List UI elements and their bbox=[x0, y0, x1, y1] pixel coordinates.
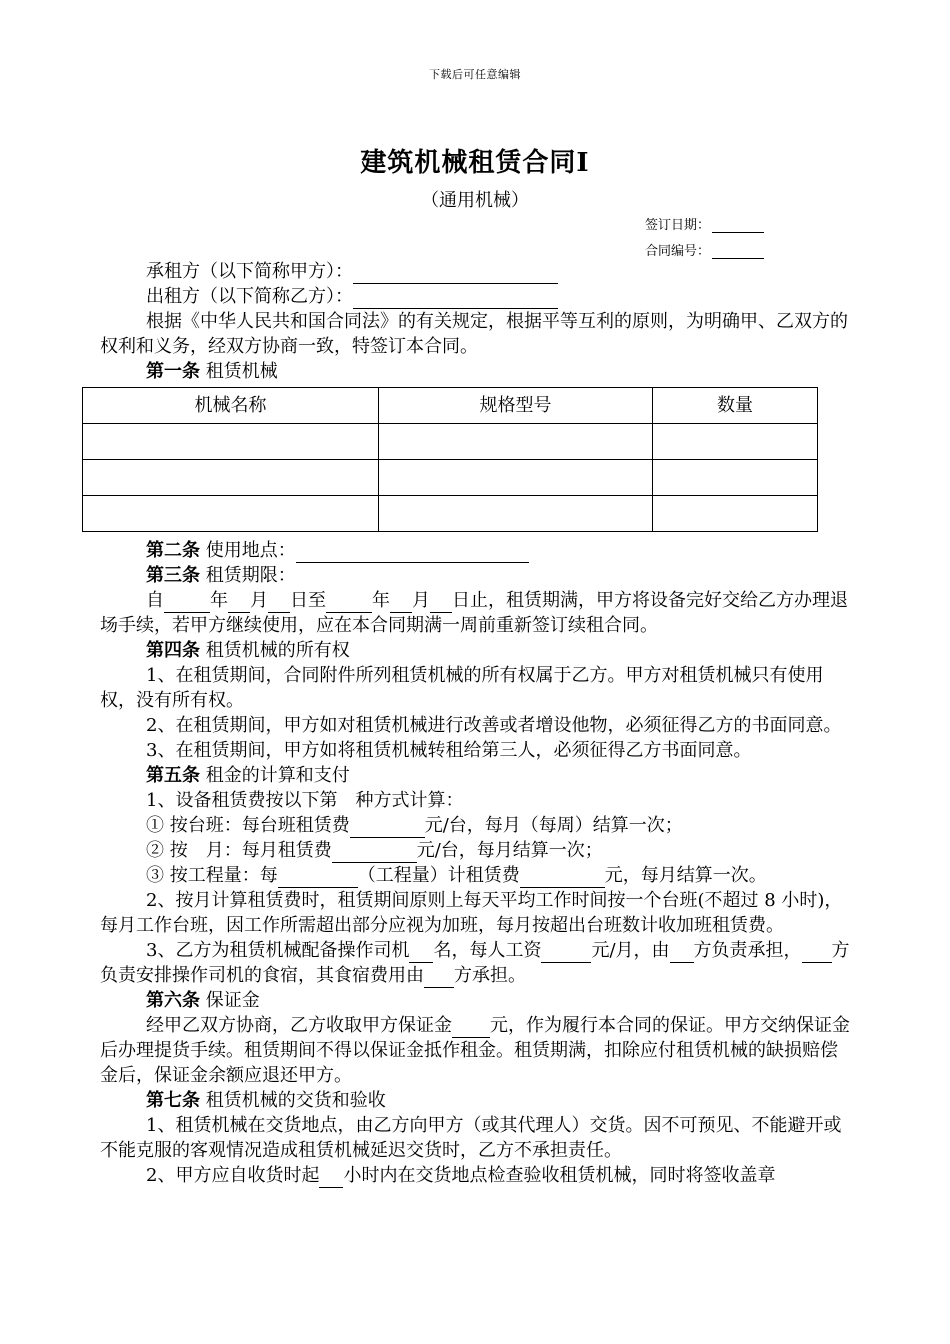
article-5-item-2: 2、按月计算租赁费时，租赁期间原则上每天平均工作时间按一个台班(不超过 8 小时)，每月工作台班，因工作所需超出部分应视为加班，每月按超出台班数计收加班租赁费。 bbox=[100, 890, 843, 936]
table-row bbox=[83, 460, 818, 496]
text: ② 按 月：每月租赁费 bbox=[146, 840, 332, 861]
header-note: 下载后可任意编辑 bbox=[429, 68, 521, 81]
text: 元/台，每月结算一次； bbox=[416, 840, 603, 861]
table-cell[interactable] bbox=[83, 460, 379, 496]
article-3-number: 第三条 bbox=[146, 565, 200, 586]
inspection-hours-field[interactable] bbox=[319, 1167, 343, 1188]
article-2-number: 第二条 bbox=[146, 540, 200, 561]
lodging-party-field[interactable] bbox=[802, 942, 832, 963]
col-header-machine-name: 机械名称 bbox=[83, 388, 379, 424]
text: 日止，租赁期满，甲方将设备完好交给乙方办理退场手续，若甲方继续使用，应在本合同期满一周前重新签订续租合同。 bbox=[100, 590, 848, 636]
text: 方负责承担， bbox=[693, 940, 802, 961]
contract-body bbox=[100, 259, 852, 1188]
article-6-title: 保证金 bbox=[200, 990, 260, 1011]
article-1-title: 租赁机械 bbox=[200, 361, 278, 382]
text: 元/月，由 bbox=[591, 940, 670, 961]
usage-location-field[interactable] bbox=[296, 542, 529, 563]
document-subtitle: （通用机械） bbox=[421, 190, 529, 211]
text: 自 bbox=[146, 590, 164, 611]
option-shift bbox=[100, 813, 852, 838]
article-3-text bbox=[100, 588, 852, 638]
article-4-item: 3、在租赁期间，甲方如将租赁机械转租给第三人，必须征得乙方书面同意。 bbox=[146, 740, 752, 761]
driver-wage-field[interactable] bbox=[541, 942, 591, 963]
shift-fee-field[interactable] bbox=[350, 817, 425, 838]
table-cell[interactable] bbox=[653, 496, 818, 532]
text: 元，作为履行本合同的保证。甲方交纳保证金后办理提货手续。租赁期间不得以保证金抵作租金。租赁期满，扣除应付租赁机械的缺损赔偿金后，保证金余额应退还甲方。 bbox=[100, 1015, 850, 1086]
article-5-heading bbox=[100, 763, 852, 788]
article-3-title: 租赁期限： bbox=[200, 565, 296, 586]
sign-date-label: 签订日期： bbox=[645, 218, 711, 233]
article-3-heading bbox=[100, 563, 852, 588]
end-year-field[interactable] bbox=[326, 592, 372, 613]
lessor-label: 出租方（以下简称乙方）： bbox=[146, 286, 353, 307]
table-cell[interactable] bbox=[379, 496, 653, 532]
text: 月 bbox=[412, 590, 430, 611]
col-header-quantity: 数量 bbox=[653, 388, 818, 424]
wage-party-field[interactable] bbox=[670, 942, 694, 963]
article-6-number: 第六条 bbox=[146, 990, 200, 1011]
article-2-heading bbox=[100, 538, 852, 563]
contract-no-row bbox=[645, 240, 764, 259]
sign-date-field[interactable] bbox=[712, 218, 764, 233]
table-cell[interactable] bbox=[83, 424, 379, 460]
text: 3、乙方为租赁机械配备操作司机 bbox=[146, 940, 410, 961]
text: 名，每人工资 bbox=[433, 940, 542, 961]
lodging-cost-party-field[interactable] bbox=[424, 967, 454, 988]
text: 年 bbox=[372, 590, 390, 611]
text: 方承担。 bbox=[454, 965, 526, 986]
option-workload bbox=[100, 863, 852, 888]
article-4-item: 2、在租赁期间，甲方如对租赁机械进行改善或者增设他物，必须征得乙方的书面同意。 bbox=[146, 715, 842, 736]
article-7-heading bbox=[100, 1088, 852, 1113]
article-7-title: 租赁机械的交货和验收 bbox=[200, 1090, 386, 1111]
article-6-text bbox=[100, 1013, 852, 1088]
intro-paragraph: 根据《中华人民共和国合同法》的有关规定，根据平等互利的原则，为明确甲、乙双方的权利和义务，经双方协商一致，特签订本合同。 bbox=[100, 311, 848, 357]
start-year-field[interactable] bbox=[164, 592, 210, 613]
article-5-number: 第五条 bbox=[146, 765, 200, 786]
document-title: 建筑机械租赁合同Ⅰ bbox=[360, 148, 590, 178]
text: ③ 按工程量：每 bbox=[146, 865, 278, 886]
contract-no-label: 合同编号： bbox=[645, 244, 711, 259]
article-6-heading bbox=[100, 988, 852, 1013]
monthly-fee-field[interactable] bbox=[332, 842, 417, 863]
text: 方负责安排操作司机的食宿，其食宿费用由 bbox=[100, 940, 850, 986]
end-day-field[interactable] bbox=[430, 592, 452, 613]
text: 日至 bbox=[290, 590, 326, 611]
article-7-item-2 bbox=[100, 1163, 852, 1188]
text: ① 按台班：每台班租赁费 bbox=[146, 815, 350, 836]
lessee-label: 承租方（以下简称甲方）： bbox=[146, 261, 353, 282]
lessee-field[interactable] bbox=[353, 263, 558, 284]
table-row bbox=[83, 424, 818, 460]
article-4-heading bbox=[100, 638, 852, 663]
table-header-row bbox=[83, 388, 818, 424]
option-month bbox=[100, 838, 852, 863]
text: （工程量）计租赁费 bbox=[357, 865, 520, 886]
text: 年 bbox=[210, 590, 228, 611]
article-4-title: 租赁机械的所有权 bbox=[200, 640, 350, 661]
article-5-title: 租金的计算和支付 bbox=[200, 765, 350, 786]
article-4-number: 第四条 bbox=[146, 640, 200, 661]
table-cell[interactable] bbox=[379, 424, 653, 460]
table-cell[interactable] bbox=[653, 424, 818, 460]
article-7-number: 第七条 bbox=[146, 1090, 200, 1111]
text: 元/台，每月（每周）结算一次； bbox=[424, 815, 683, 836]
text: 小时内在交货地点检查验收租赁机械，同时将签收盖章 bbox=[343, 1165, 776, 1186]
article-7-item-1: 1、租赁机械在交货地点，由乙方向甲方（或其代理人）交货。因不可预见、不能避开或不能克服的客观情况造成租赁机械延迟交货时，乙方不承担责任。 bbox=[100, 1115, 842, 1161]
text: 月 bbox=[250, 590, 268, 611]
start-day-field[interactable] bbox=[268, 592, 290, 613]
article-2-title: 使用地点： bbox=[200, 540, 296, 561]
end-month-field[interactable] bbox=[390, 592, 412, 613]
table-cell[interactable] bbox=[653, 460, 818, 496]
workload-fee-field[interactable] bbox=[520, 867, 605, 888]
workload-unit-field[interactable] bbox=[278, 867, 358, 888]
table-cell[interactable] bbox=[379, 460, 653, 496]
col-header-spec-model: 规格型号 bbox=[379, 388, 653, 424]
deposit-field[interactable] bbox=[452, 1017, 490, 1038]
article-5-item-3 bbox=[100, 938, 852, 988]
lessor-field[interactable] bbox=[353, 288, 558, 309]
article-1-heading bbox=[100, 359, 852, 384]
machinery-table bbox=[82, 387, 818, 532]
article-4-item: 1、在租赁期间，合同附件所列租赁机械的所有权属于乙方。甲方对租赁机械只有使用权，没有所有权。 bbox=[100, 665, 824, 711]
driver-count-field[interactable] bbox=[409, 942, 433, 963]
lessor-row bbox=[100, 284, 852, 309]
start-month-field[interactable] bbox=[228, 592, 250, 613]
table-row bbox=[83, 496, 818, 532]
lessee-row bbox=[100, 259, 852, 284]
sign-date-row bbox=[645, 214, 764, 233]
text: 2、甲方应自收货时起 bbox=[146, 1165, 320, 1186]
article-5-item-1: 1、设备租赁费按以下第 种方式计算： bbox=[146, 790, 464, 811]
text: 经甲乙双方协商，乙方收取甲方保证金 bbox=[146, 1015, 452, 1036]
table-cell[interactable] bbox=[83, 496, 379, 532]
text: 元，每月结算一次。 bbox=[604, 865, 767, 886]
contract-no-field[interactable] bbox=[712, 244, 764, 259]
article-1-number: 第一条 bbox=[146, 361, 200, 382]
